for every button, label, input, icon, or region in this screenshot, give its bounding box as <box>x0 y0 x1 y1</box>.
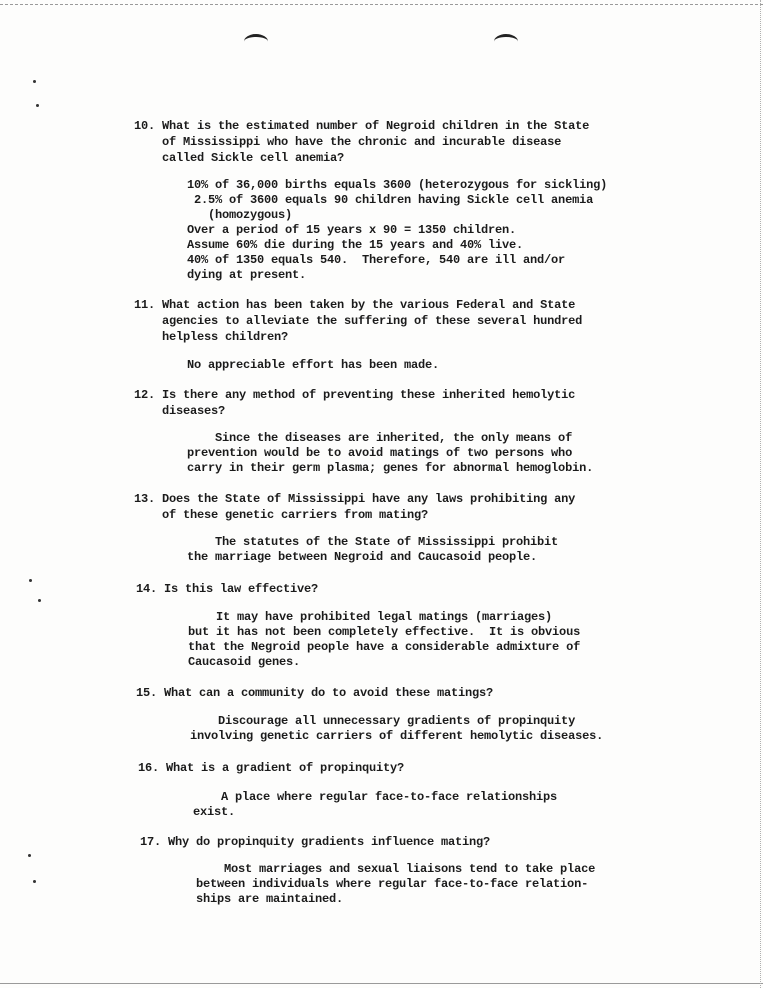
question-15: 15. What can a community do to avoid these matings? <box>136 686 494 700</box>
scan-speck <box>28 854 31 857</box>
question-17: 17. Why do propinquity gradients influence mating? <box>140 835 491 849</box>
page-right-edge <box>760 0 761 988</box>
answer-12: Since the diseases are inherited, the only means of prevention would be to avoid matings of two persons who carry in their germ plasma; genes for abnormal hemoglobin. <box>187 431 594 475</box>
page-bottom-edge <box>0 983 763 984</box>
scan-speck <box>29 579 32 582</box>
answer-17: Most marriages and sexual liaisons tend to take place between individuals where regular face-to-face relation- ships are maintained. <box>196 862 596 906</box>
answer-14: It may have prohibited legal matings (marriages) but it has not been completely effective. It is obvious that the Negroid people have a considerable admixture of Caucasoid genes. <box>188 610 581 669</box>
scan-speck <box>36 104 39 107</box>
question-11: 11. What action has been taken by the various Federal and State agencies to alleviate the suffering of these several hundred helpless children? <box>134 298 583 344</box>
question-10: 10. What is the estimated number of Negroid children in the State of Mississippi who have the chronic and incurable disease called Sickle cell anemia? <box>134 119 590 165</box>
question-14: 14. Is this law effective? <box>136 582 319 596</box>
binding-hole-mark-right <box>494 34 518 49</box>
answer-15: Discourage all unnecessary gradients of propinquity involving genetic carriers of different hemolytic diseases. <box>190 714 604 743</box>
page-top-edge <box>0 4 763 5</box>
binding-hole-mark-left <box>244 34 268 49</box>
scan-speck <box>38 599 41 602</box>
question-16: 16. What is a gradient of propinquity? <box>138 761 405 775</box>
scan-speck <box>33 880 36 883</box>
answer-11: No appreciable effort has been made. <box>187 358 440 372</box>
question-13: 13. Does the State of Mississippi have any laws prohibiting any of these genetic carriers from mating? <box>134 492 576 522</box>
answer-16: A place where regular face-to-face relationships exist. <box>193 790 558 819</box>
answer-13: The statutes of the State of Mississippi prohibit the marriage between Negroid and Caucasoid people. <box>187 535 559 564</box>
question-12: 12. Is there any method of preventing these inherited hemolytic diseases? <box>134 388 576 418</box>
scan-speck <box>33 80 36 83</box>
answer-10: 10% of 36,000 births equals 3600 (heterozygous for sickling) 2.5% of 3600 equals 90 children having Sickle cell anemia (homozygous) Over a period of 15 years x 90 = 1350 children. Assume 60% die during the 15 years and 40% live. 40% of 1350 equals 540. Therefore, 540 are ill and/or dying at present. <box>187 178 608 282</box>
